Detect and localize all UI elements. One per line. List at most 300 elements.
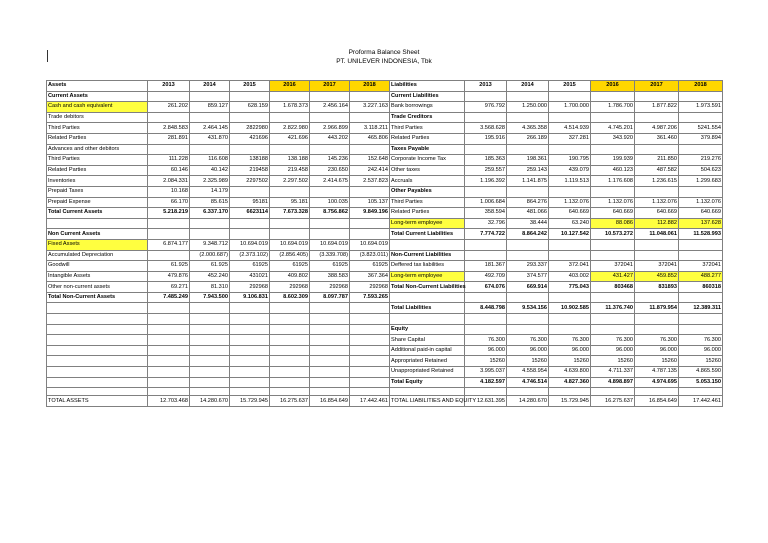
asset-value-cell[interactable]: 7.593.265 bbox=[350, 292, 390, 303]
empty-cell[interactable] bbox=[465, 388, 507, 396]
liability-value-cell[interactable]: 831893 bbox=[635, 282, 679, 293]
liability-value-cell[interactable]: 76.300 bbox=[465, 335, 507, 346]
asset-value-cell[interactable] bbox=[148, 345, 190, 356]
asset-value-cell[interactable]: 2.084.331 bbox=[148, 176, 190, 187]
liability-label-cell[interactable]: Accruals bbox=[390, 176, 465, 187]
asset-value-cell[interactable]: 292968 bbox=[310, 282, 350, 293]
liability-value-cell[interactable]: 860318 bbox=[679, 282, 723, 293]
asset-value-cell[interactable]: 95181 bbox=[230, 197, 270, 208]
liability-value-cell[interactable]: 15260 bbox=[635, 356, 679, 367]
asset-value-cell[interactable] bbox=[230, 218, 270, 229]
liability-value-cell[interactable]: 5241.554 bbox=[679, 123, 723, 134]
liability-label-cell[interactable]: Appropriated Retained bbox=[390, 356, 465, 367]
asset-label-cell[interactable] bbox=[47, 377, 148, 388]
empty-cell[interactable] bbox=[230, 388, 270, 396]
asset-value-cell[interactable] bbox=[310, 335, 350, 346]
total-liabilities-equity-value[interactable]: 15.729.945 bbox=[549, 396, 591, 407]
liability-value-cell[interactable]: 4.987.206 bbox=[635, 123, 679, 134]
year-header-cell[interactable]: 2013 bbox=[148, 81, 190, 92]
liability-label-cell[interactable]: Bank borrowings bbox=[390, 102, 465, 113]
asset-value-cell[interactable] bbox=[350, 91, 390, 102]
liability-value-cell[interactable] bbox=[465, 239, 507, 250]
asset-value-cell[interactable]: 10.694.019 bbox=[310, 239, 350, 250]
liability-value-cell[interactable] bbox=[635, 186, 679, 197]
liability-value-cell[interactable]: 137.628 bbox=[679, 218, 723, 229]
liability-value-cell[interactable] bbox=[465, 314, 507, 325]
asset-value-cell[interactable] bbox=[270, 144, 310, 155]
liability-value-cell[interactable] bbox=[635, 144, 679, 155]
liability-value-cell[interactable] bbox=[507, 112, 549, 123]
asset-value-cell[interactable]: 409.802 bbox=[270, 271, 310, 282]
asset-value-cell[interactable] bbox=[230, 91, 270, 102]
liability-value-cell[interactable]: 431.427 bbox=[591, 271, 635, 282]
liability-value-cell[interactable]: 4.558.954 bbox=[507, 367, 549, 378]
asset-value-cell[interactable] bbox=[310, 345, 350, 356]
asset-value-cell[interactable]: 261.202 bbox=[148, 102, 190, 113]
liability-value-cell[interactable]: 15260 bbox=[591, 356, 635, 367]
asset-value-cell[interactable] bbox=[310, 377, 350, 388]
liability-value-cell[interactable]: 374.577 bbox=[507, 271, 549, 282]
liability-value-cell[interactable]: 1.006.684 bbox=[465, 197, 507, 208]
asset-value-cell[interactable]: 85.615 bbox=[190, 197, 230, 208]
liability-value-cell[interactable]: 11.376.740 bbox=[591, 303, 635, 314]
liability-value-cell[interactable]: 775.043 bbox=[549, 282, 591, 293]
liability-value-cell[interactable]: 327.281 bbox=[549, 133, 591, 144]
asset-value-cell[interactable]: 61925 bbox=[270, 261, 310, 272]
liability-value-cell[interactable] bbox=[507, 144, 549, 155]
liability-label-cell[interactable]: Total Liabilities bbox=[390, 303, 465, 314]
liability-value-cell[interactable]: 674.076 bbox=[465, 282, 507, 293]
empty-cell[interactable] bbox=[350, 388, 390, 396]
liability-value-cell[interactable] bbox=[635, 239, 679, 250]
liability-label-cell[interactable]: Total Current Liabilities bbox=[390, 229, 465, 240]
liability-value-cell[interactable] bbox=[635, 250, 679, 261]
asset-value-cell[interactable] bbox=[190, 112, 230, 123]
liability-value-cell[interactable]: 4.827.360 bbox=[549, 377, 591, 388]
asset-value-cell[interactable]: 7.673.328 bbox=[270, 208, 310, 219]
asset-value-cell[interactable] bbox=[230, 229, 270, 240]
asset-value-cell[interactable]: 292968 bbox=[270, 282, 310, 293]
asset-label-cell[interactable]: Inventories bbox=[47, 176, 148, 187]
asset-value-cell[interactable] bbox=[148, 112, 190, 123]
asset-value-cell[interactable] bbox=[148, 229, 190, 240]
liability-value-cell[interactable]: 3.568.628 bbox=[465, 123, 507, 134]
liability-value-cell[interactable] bbox=[679, 144, 723, 155]
asset-label-cell[interactable] bbox=[47, 356, 148, 367]
asset-value-cell[interactable]: 14.179 bbox=[190, 186, 230, 197]
asset-value-cell[interactable] bbox=[148, 303, 190, 314]
liability-value-cell[interactable]: 439.079 bbox=[549, 165, 591, 176]
asset-value-cell[interactable] bbox=[270, 335, 310, 346]
liability-label-cell[interactable]: Unappropriated Retained bbox=[390, 367, 465, 378]
liability-label-cell[interactable]: Related Parties bbox=[390, 133, 465, 144]
total-assets-value[interactable]: 14.280.670 bbox=[190, 396, 230, 407]
liability-value-cell[interactable]: 487.582 bbox=[635, 165, 679, 176]
liability-value-cell[interactable]: 1.236.615 bbox=[635, 176, 679, 187]
asset-value-cell[interactable]: 100.035 bbox=[310, 197, 350, 208]
liability-value-cell[interactable] bbox=[507, 186, 549, 197]
asset-value-cell[interactable]: 10.694.019 bbox=[350, 239, 390, 250]
liability-value-cell[interactable]: 3.995.037 bbox=[465, 367, 507, 378]
liability-value-cell[interactable]: 195.916 bbox=[465, 133, 507, 144]
liability-value-cell[interactable]: 343.920 bbox=[591, 133, 635, 144]
asset-value-cell[interactable]: (3.823.011) bbox=[350, 250, 390, 261]
liability-value-cell[interactable]: 372041 bbox=[591, 261, 635, 272]
total-assets-value[interactable]: 17.442.461 bbox=[350, 396, 390, 407]
asset-value-cell[interactable]: (2.373.102) bbox=[230, 250, 270, 261]
asset-value-cell[interactable] bbox=[230, 335, 270, 346]
asset-label-cell[interactable]: Total Non-Current Assets bbox=[47, 292, 148, 303]
liability-value-cell[interactable] bbox=[591, 292, 635, 303]
liability-value-cell[interactable]: 372.041 bbox=[549, 261, 591, 272]
asset-value-cell[interactable] bbox=[310, 229, 350, 240]
liability-value-cell[interactable] bbox=[507, 91, 549, 102]
liability-value-cell[interactable] bbox=[591, 250, 635, 261]
liability-value-cell[interactable]: 669.914 bbox=[507, 282, 549, 293]
liability-value-cell[interactable]: 358.594 bbox=[465, 208, 507, 219]
liability-value-cell[interactable]: 112.882 bbox=[635, 218, 679, 229]
asset-label-cell[interactable]: Current Assets bbox=[47, 91, 148, 102]
year-header-cell[interactable]: 2013 bbox=[465, 81, 507, 92]
total-liabilities-equity-value[interactable]: 12.631.395 bbox=[465, 396, 507, 407]
liability-value-cell[interactable] bbox=[465, 144, 507, 155]
liability-value-cell[interactable]: 96.000 bbox=[679, 345, 723, 356]
asset-value-cell[interactable]: (2.000.687) bbox=[190, 250, 230, 261]
asset-value-cell[interactable]: 8.602.309 bbox=[270, 292, 310, 303]
liability-value-cell[interactable] bbox=[591, 112, 635, 123]
liability-value-cell[interactable]: 7.774.722 bbox=[465, 229, 507, 240]
liability-value-cell[interactable] bbox=[635, 314, 679, 325]
asset-value-cell[interactable]: 421.696 bbox=[270, 133, 310, 144]
liability-label-cell[interactable]: Equity bbox=[390, 324, 465, 335]
liability-value-cell[interactable]: 185.363 bbox=[465, 155, 507, 166]
liability-value-cell[interactable] bbox=[507, 239, 549, 250]
total-assets-label[interactable]: TOTAL ASSETS bbox=[47, 396, 148, 407]
asset-value-cell[interactable] bbox=[270, 377, 310, 388]
liability-label-cell[interactable]: Share Capital bbox=[390, 335, 465, 346]
asset-label-cell[interactable]: Prepaid Expense bbox=[47, 197, 148, 208]
asset-value-cell[interactable]: 3.118.211 bbox=[350, 123, 390, 134]
liability-value-cell[interactable]: 403.002 bbox=[549, 271, 591, 282]
asset-value-cell[interactable] bbox=[148, 314, 190, 325]
asset-value-cell[interactable] bbox=[270, 356, 310, 367]
total-assets-value[interactable]: 16.275.637 bbox=[270, 396, 310, 407]
liability-value-cell[interactable]: 9.534.156 bbox=[507, 303, 549, 314]
asset-value-cell[interactable]: 2.966.899 bbox=[310, 123, 350, 134]
asset-label-cell[interactable]: Intangible Assets bbox=[47, 271, 148, 282]
asset-label-cell[interactable]: Cash and cash equivalent bbox=[47, 102, 148, 113]
liability-value-cell[interactable]: 38.444 bbox=[507, 218, 549, 229]
liability-value-cell[interactable]: 1.119.513 bbox=[549, 176, 591, 187]
asset-value-cell[interactable] bbox=[270, 91, 310, 102]
asset-value-cell[interactable]: 452.240 bbox=[190, 271, 230, 282]
year-header-cell[interactable]: 2015 bbox=[230, 81, 270, 92]
liability-value-cell[interactable] bbox=[635, 324, 679, 335]
asset-value-cell[interactable]: 116.608 bbox=[190, 155, 230, 166]
liability-value-cell[interactable]: 1.973.591 bbox=[679, 102, 723, 113]
asset-value-cell[interactable]: 2.822.980 bbox=[270, 123, 310, 134]
asset-label-cell[interactable]: Trade debitors bbox=[47, 112, 148, 123]
liability-value-cell[interactable] bbox=[549, 314, 591, 325]
asset-value-cell[interactable] bbox=[230, 356, 270, 367]
asset-value-cell[interactable] bbox=[270, 345, 310, 356]
asset-value-cell[interactable] bbox=[270, 229, 310, 240]
liability-value-cell[interactable]: 460.123 bbox=[591, 165, 635, 176]
asset-value-cell[interactable] bbox=[230, 314, 270, 325]
liability-value-cell[interactable]: 1.700.000 bbox=[549, 102, 591, 113]
asset-value-cell[interactable] bbox=[350, 112, 390, 123]
liability-label-cell[interactable]: Additional paid-in capital bbox=[390, 345, 465, 356]
asset-value-cell[interactable] bbox=[270, 324, 310, 335]
liability-value-cell[interactable]: 199.939 bbox=[591, 155, 635, 166]
liability-value-cell[interactable]: 1.299.683 bbox=[679, 176, 723, 187]
asset-value-cell[interactable] bbox=[350, 367, 390, 378]
asset-value-cell[interactable]: 465.806 bbox=[350, 133, 390, 144]
liability-label-cell[interactable]: Corporate Income Tax bbox=[390, 155, 465, 166]
asset-value-cell[interactable]: 10.694.019 bbox=[270, 239, 310, 250]
asset-value-cell[interactable] bbox=[350, 377, 390, 388]
asset-label-cell[interactable]: Related Parties bbox=[47, 133, 148, 144]
liability-value-cell[interactable] bbox=[591, 324, 635, 335]
liability-value-cell[interactable]: 96.000 bbox=[465, 345, 507, 356]
liability-value-cell[interactable]: 10.902.585 bbox=[549, 303, 591, 314]
asset-value-cell[interactable]: 9.106.831 bbox=[230, 292, 270, 303]
liability-value-cell[interactable]: 459.852 bbox=[635, 271, 679, 282]
liability-label-cell[interactable]: Deffered tax liabilities bbox=[390, 261, 465, 272]
liability-value-cell[interactable] bbox=[679, 239, 723, 250]
asset-value-cell[interactable]: (2.856.405) bbox=[270, 250, 310, 261]
liability-value-cell[interactable]: 63.240 bbox=[549, 218, 591, 229]
asset-value-cell[interactable] bbox=[148, 335, 190, 346]
asset-value-cell[interactable]: 6623114 bbox=[230, 208, 270, 219]
asset-value-cell[interactable] bbox=[148, 91, 190, 102]
liability-value-cell[interactable]: 76.300 bbox=[549, 335, 591, 346]
asset-label-cell[interactable] bbox=[47, 324, 148, 335]
asset-label-cell[interactable] bbox=[47, 218, 148, 229]
liability-value-cell[interactable]: 76.300 bbox=[635, 335, 679, 346]
asset-value-cell[interactable]: 61.925 bbox=[148, 261, 190, 272]
asset-value-cell[interactable]: 8.756.862 bbox=[310, 208, 350, 219]
asset-value-cell[interactable]: 859.127 bbox=[190, 102, 230, 113]
asset-label-cell[interactable]: Total Current Assets bbox=[47, 208, 148, 219]
liability-label-cell[interactable]: Third Parties bbox=[390, 123, 465, 134]
asset-value-cell[interactable] bbox=[190, 335, 230, 346]
liability-value-cell[interactable]: 76.300 bbox=[507, 335, 549, 346]
asset-value-cell[interactable] bbox=[190, 377, 230, 388]
liability-value-cell[interactable]: 1.132.076 bbox=[549, 197, 591, 208]
asset-value-cell[interactable]: 443.202 bbox=[310, 133, 350, 144]
liability-label-cell[interactable] bbox=[390, 292, 465, 303]
liability-value-cell[interactable]: 219.276 bbox=[679, 155, 723, 166]
asset-value-cell[interactable] bbox=[350, 335, 390, 346]
asset-value-cell[interactable] bbox=[190, 91, 230, 102]
asset-value-cell[interactable]: 105.137 bbox=[350, 197, 390, 208]
liability-value-cell[interactable]: 88.086 bbox=[591, 218, 635, 229]
asset-label-cell[interactable]: Accumulated Depreciation bbox=[47, 250, 148, 261]
liability-value-cell[interactable]: 864.276 bbox=[507, 197, 549, 208]
asset-value-cell[interactable]: 219.458 bbox=[270, 165, 310, 176]
asset-label-cell[interactable]: Goodwill bbox=[47, 261, 148, 272]
asset-value-cell[interactable]: 10.168 bbox=[148, 186, 190, 197]
total-liabilities-equity-value[interactable]: 16.854.649 bbox=[635, 396, 679, 407]
asset-label-cell[interactable]: Fixed Assets bbox=[47, 239, 148, 250]
asset-value-cell[interactable] bbox=[310, 324, 350, 335]
asset-value-cell[interactable]: 95.181 bbox=[270, 197, 310, 208]
liability-value-cell[interactable] bbox=[507, 314, 549, 325]
asset-label-cell[interactable]: Third Parties bbox=[47, 123, 148, 134]
asset-value-cell[interactable]: 10.694.019 bbox=[230, 239, 270, 250]
liability-value-cell[interactable]: 379.894 bbox=[679, 133, 723, 144]
asset-value-cell[interactable] bbox=[350, 345, 390, 356]
asset-value-cell[interactable]: 367.364 bbox=[350, 271, 390, 282]
liability-value-cell[interactable] bbox=[465, 186, 507, 197]
liability-value-cell[interactable]: 372041 bbox=[635, 261, 679, 272]
liability-value-cell[interactable]: 4.974.695 bbox=[635, 377, 679, 388]
liability-label-cell[interactable]: Taxes Payable bbox=[390, 144, 465, 155]
asset-value-cell[interactable]: 281.891 bbox=[148, 133, 190, 144]
liability-label-cell[interactable]: Related Parties bbox=[390, 208, 465, 219]
year-header-cell[interactable]: 2018 bbox=[350, 81, 390, 92]
liability-value-cell[interactable] bbox=[507, 324, 549, 335]
liability-label-cell[interactable]: Long-term employee bbox=[390, 218, 465, 229]
asset-value-cell[interactable] bbox=[350, 144, 390, 155]
asset-value-cell[interactable]: 6.874.177 bbox=[148, 239, 190, 250]
asset-value-cell[interactable]: (3.339.708) bbox=[310, 250, 350, 261]
liability-label-cell[interactable]: Total Equity bbox=[390, 377, 465, 388]
assets-header-cell[interactable]: Assets bbox=[47, 81, 148, 92]
asset-value-cell[interactable] bbox=[148, 377, 190, 388]
asset-value-cell[interactable]: 2822980 bbox=[230, 123, 270, 134]
asset-value-cell[interactable]: 230.650 bbox=[310, 165, 350, 176]
total-liabilities-equity-label[interactable]: TOTAL LIABILITIES AND EQUITY bbox=[390, 396, 465, 407]
asset-value-cell[interactable] bbox=[350, 218, 390, 229]
liability-value-cell[interactable]: 1.132.076 bbox=[591, 197, 635, 208]
liability-value-cell[interactable]: 32.796 bbox=[465, 218, 507, 229]
liability-label-cell[interactable]: Current Liabilities bbox=[390, 91, 465, 102]
liability-value-cell[interactable]: 96.000 bbox=[635, 345, 679, 356]
liability-value-cell[interactable]: 504.623 bbox=[679, 165, 723, 176]
year-header-cell[interactable]: 2014 bbox=[190, 81, 230, 92]
total-liabilities-equity-value[interactable]: 16.275.637 bbox=[591, 396, 635, 407]
asset-value-cell[interactable] bbox=[230, 186, 270, 197]
liability-value-cell[interactable]: 15260 bbox=[679, 356, 723, 367]
asset-value-cell[interactable] bbox=[270, 314, 310, 325]
liability-value-cell[interactable]: 8.448.798 bbox=[465, 303, 507, 314]
total-liabilities-equity-value[interactable]: 14.280.670 bbox=[507, 396, 549, 407]
asset-value-cell[interactable] bbox=[310, 144, 350, 155]
total-assets-value[interactable]: 16.854.649 bbox=[310, 396, 350, 407]
asset-value-cell[interactable] bbox=[230, 367, 270, 378]
liability-value-cell[interactable] bbox=[679, 314, 723, 325]
liability-value-cell[interactable]: 12.389.311 bbox=[679, 303, 723, 314]
asset-value-cell[interactable]: 628.159 bbox=[230, 102, 270, 113]
asset-value-cell[interactable]: 61.925 bbox=[190, 261, 230, 272]
asset-value-cell[interactable]: 431.870 bbox=[190, 133, 230, 144]
liability-value-cell[interactable]: 4.745.201 bbox=[591, 123, 635, 134]
liability-value-cell[interactable]: 4.514.939 bbox=[549, 123, 591, 134]
asset-value-cell[interactable] bbox=[230, 303, 270, 314]
empty-cell[interactable] bbox=[190, 388, 230, 396]
liability-label-cell[interactable]: Total Non-Current Liabilities bbox=[390, 282, 465, 293]
asset-value-cell[interactable]: 2.848.583 bbox=[148, 123, 190, 134]
asset-value-cell[interactable] bbox=[190, 218, 230, 229]
liability-value-cell[interactable]: 1.132.076 bbox=[679, 197, 723, 208]
asset-value-cell[interactable] bbox=[270, 303, 310, 314]
empty-cell[interactable] bbox=[507, 388, 549, 396]
liability-label-cell[interactable]: Third Parties bbox=[390, 197, 465, 208]
asset-label-cell[interactable] bbox=[47, 345, 148, 356]
liability-value-cell[interactable] bbox=[591, 144, 635, 155]
liability-value-cell[interactable]: 4.365.358 bbox=[507, 123, 549, 134]
liabilities-header-cell[interactable]: Liabilities bbox=[390, 81, 465, 92]
asset-value-cell[interactable]: 66.170 bbox=[148, 197, 190, 208]
asset-value-cell[interactable] bbox=[350, 186, 390, 197]
asset-value-cell[interactable] bbox=[350, 303, 390, 314]
liability-value-cell[interactable] bbox=[549, 250, 591, 261]
liability-value-cell[interactable] bbox=[635, 112, 679, 123]
total-assets-value[interactable]: 12.703.468 bbox=[148, 396, 190, 407]
liability-value-cell[interactable] bbox=[679, 324, 723, 335]
asset-value-cell[interactable]: 2.297.502 bbox=[270, 176, 310, 187]
asset-value-cell[interactable]: 421696 bbox=[230, 133, 270, 144]
asset-value-cell[interactable] bbox=[310, 218, 350, 229]
liability-value-cell[interactable]: 640.669 bbox=[549, 208, 591, 219]
asset-value-cell[interactable]: 145.236 bbox=[310, 155, 350, 166]
asset-label-cell[interactable] bbox=[47, 367, 148, 378]
asset-value-cell[interactable]: 219458 bbox=[230, 165, 270, 176]
asset-value-cell[interactable] bbox=[148, 367, 190, 378]
liability-value-cell[interactable]: 1.250.000 bbox=[507, 102, 549, 113]
liability-value-cell[interactable]: 372041 bbox=[679, 261, 723, 272]
asset-value-cell[interactable] bbox=[270, 186, 310, 197]
liability-value-cell[interactable]: 640.669 bbox=[591, 208, 635, 219]
asset-value-cell[interactable] bbox=[270, 218, 310, 229]
asset-value-cell[interactable] bbox=[148, 144, 190, 155]
liability-value-cell[interactable]: 4.787.135 bbox=[635, 367, 679, 378]
liability-value-cell[interactable] bbox=[507, 250, 549, 261]
asset-value-cell[interactable]: 69.271 bbox=[148, 282, 190, 293]
asset-label-cell[interactable]: Other non-current assets bbox=[47, 282, 148, 293]
asset-label-cell[interactable] bbox=[47, 335, 148, 346]
liability-value-cell[interactable] bbox=[507, 292, 549, 303]
empty-cell[interactable] bbox=[390, 388, 465, 396]
asset-value-cell[interactable] bbox=[310, 356, 350, 367]
asset-value-cell[interactable] bbox=[230, 324, 270, 335]
asset-value-cell[interactable] bbox=[230, 112, 270, 123]
liability-value-cell[interactable]: 96.000 bbox=[549, 345, 591, 356]
liability-value-cell[interactable]: 4.639.800 bbox=[549, 367, 591, 378]
asset-value-cell[interactable] bbox=[148, 250, 190, 261]
liability-value-cell[interactable] bbox=[635, 292, 679, 303]
asset-value-cell[interactable] bbox=[350, 229, 390, 240]
asset-value-cell[interactable]: 40.142 bbox=[190, 165, 230, 176]
liability-value-cell[interactable] bbox=[465, 250, 507, 261]
asset-value-cell[interactable]: 7.485.249 bbox=[148, 292, 190, 303]
total-assets-value[interactable]: 15.729.945 bbox=[230, 396, 270, 407]
asset-value-cell[interactable]: 292968 bbox=[230, 282, 270, 293]
liability-value-cell[interactable]: 96.000 bbox=[591, 345, 635, 356]
year-header-cell[interactable]: 2018 bbox=[679, 81, 723, 92]
asset-value-cell[interactable]: 61925 bbox=[230, 261, 270, 272]
asset-value-cell[interactable] bbox=[230, 345, 270, 356]
asset-label-cell[interactable] bbox=[47, 303, 148, 314]
asset-value-cell[interactable]: 2297502 bbox=[230, 176, 270, 187]
asset-value-cell[interactable]: 7.943.500 bbox=[190, 292, 230, 303]
liability-value-cell[interactable]: 15260 bbox=[507, 356, 549, 367]
liability-value-cell[interactable] bbox=[549, 186, 591, 197]
asset-value-cell[interactable] bbox=[190, 324, 230, 335]
liability-value-cell[interactable]: 1.786.700 bbox=[591, 102, 635, 113]
